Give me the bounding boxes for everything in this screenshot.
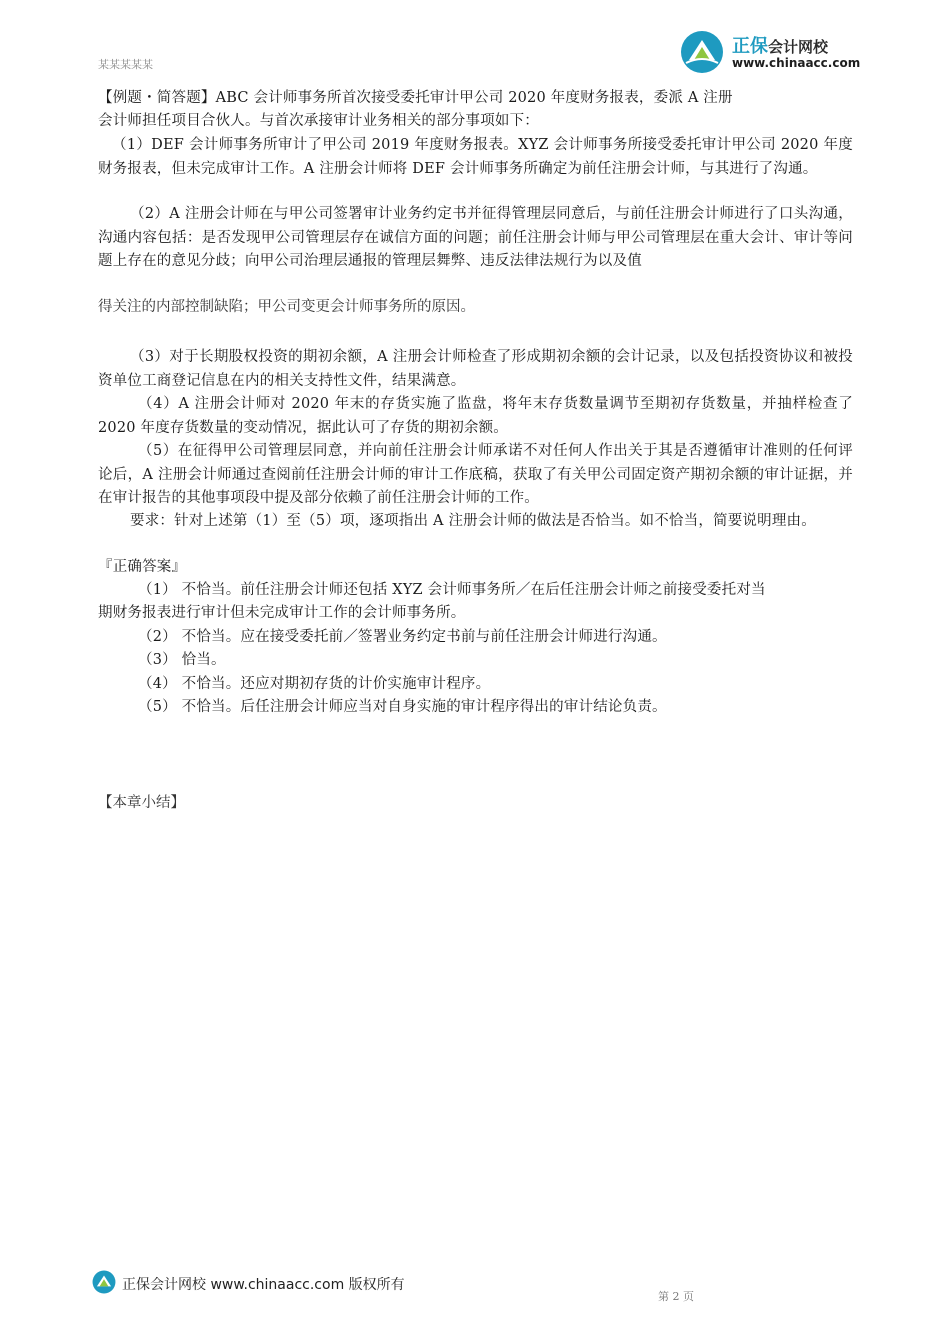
question-requirement: 要求：针对上述第（1）至（5）项，逐项指出 A 注册会计师的做法是否恰当。如不恰当，简要说明理由。	[130, 513, 816, 529]
answer-3: （3） 恰当。	[138, 652, 226, 668]
answer-4: （4） 不恰当。还应对期初存货的计价实施审计程序。	[138, 676, 491, 692]
header-mark: 某某某某某	[98, 58, 153, 71]
answer-1-line2: 期财务报表进行审计但未完成审计工作的会计师事务所。	[98, 605, 466, 621]
question-intro-line2: 会计师担任项目合伙人。与首次承接审计业务相关的部分事项如下：	[98, 113, 539, 129]
logo-url: www.chinaacc.com	[732, 56, 861, 70]
question-item-1: （1）DEF 会计师事务所审计了甲公司 2019 年度财务报表。XYZ 会计师事务所接受委托审计甲公司 2020 年度财务报表，但未完成审计工作。A 注册会计师将 DEF 会计师事务所确定为前任注册会计师，与其进行了沟通。	[98, 137, 853, 177]
question-item-5: （5）在征得甲公司管理层同意，并向前任注册会计师承诺不对任何人作出关于其是否遵循审计准则的任何评论后，A 注册会计师通过查阅前任注册会计师的审计工作底稿，获取了有关甲公司固定资产期初余额的审计证据，并在审计报告的其他事项段中提及部分依赖了前任注册会计师的工作。	[98, 443, 853, 506]
answer-2: （2） 不恰当。应在接受委托前／签署业务约定书前与前任注册会计师进行沟通。	[138, 629, 667, 645]
logo-emblem-icon	[680, 30, 724, 74]
logo-title: 正保会计网校	[732, 36, 829, 57]
answer-heading: 『正确答案』	[98, 559, 187, 575]
answer-5: （5） 不恰当。后任注册会计师应当对自身实施的审计程序得出的审计结论负责。	[138, 699, 667, 715]
question-intro-line1: 【例题・简答题】ABC 会计师事务所首次接受委托审计甲公司 2020 年度财务报表，委派 A 注册	[98, 90, 733, 106]
question-item-4: （4）A 注册会计师对 2020 年末的存货实施了监盘，将年末存货数量调节至期初存货数量，并抽样检查了 2020 年度存货数量的变动情况，据此认可了存货的期初余额。	[98, 396, 853, 436]
question-item-2-cut: 得关注的内部控制缺陷；甲公司变更会计师事务所的原因。	[98, 299, 475, 315]
footer-copyright: 正保会计网校 www.chinaacc.com 版权所有	[122, 1277, 405, 1293]
question-item-2: （2）A 注册会计师在与甲公司签署审计业务约定书并征得管理层同意后，与前任注册会计师进行了口头沟通，沟通内容包括：是否发现甲公司管理层存在诚信方面的问题；前任注册会计师与甲公司管理层在重大会计、审计等问题上存在的意见分歧；向甲公司治理层通报的管理层舞弊、违反法律法规行为以及值	[98, 206, 853, 269]
page-number: 第 2 页	[658, 1290, 694, 1303]
question-item-3: （3）对于长期股权投资的期初余额，A 注册会计师检查了形成期初余额的会计记录，以及包括投资协议和被投资单位工商登记信息在内的相关支持性文件，结果满意。	[98, 349, 853, 389]
header-logo	[680, 30, 880, 76]
footer-logo-icon	[92, 1270, 116, 1294]
answer-1-line1: （1） 不恰当。前任注册会计师还包括 XYZ 会计师事务所／在后任注册会计师之前接受委托对当	[138, 582, 766, 598]
section-fragment: 【本章小结】	[98, 795, 185, 811]
